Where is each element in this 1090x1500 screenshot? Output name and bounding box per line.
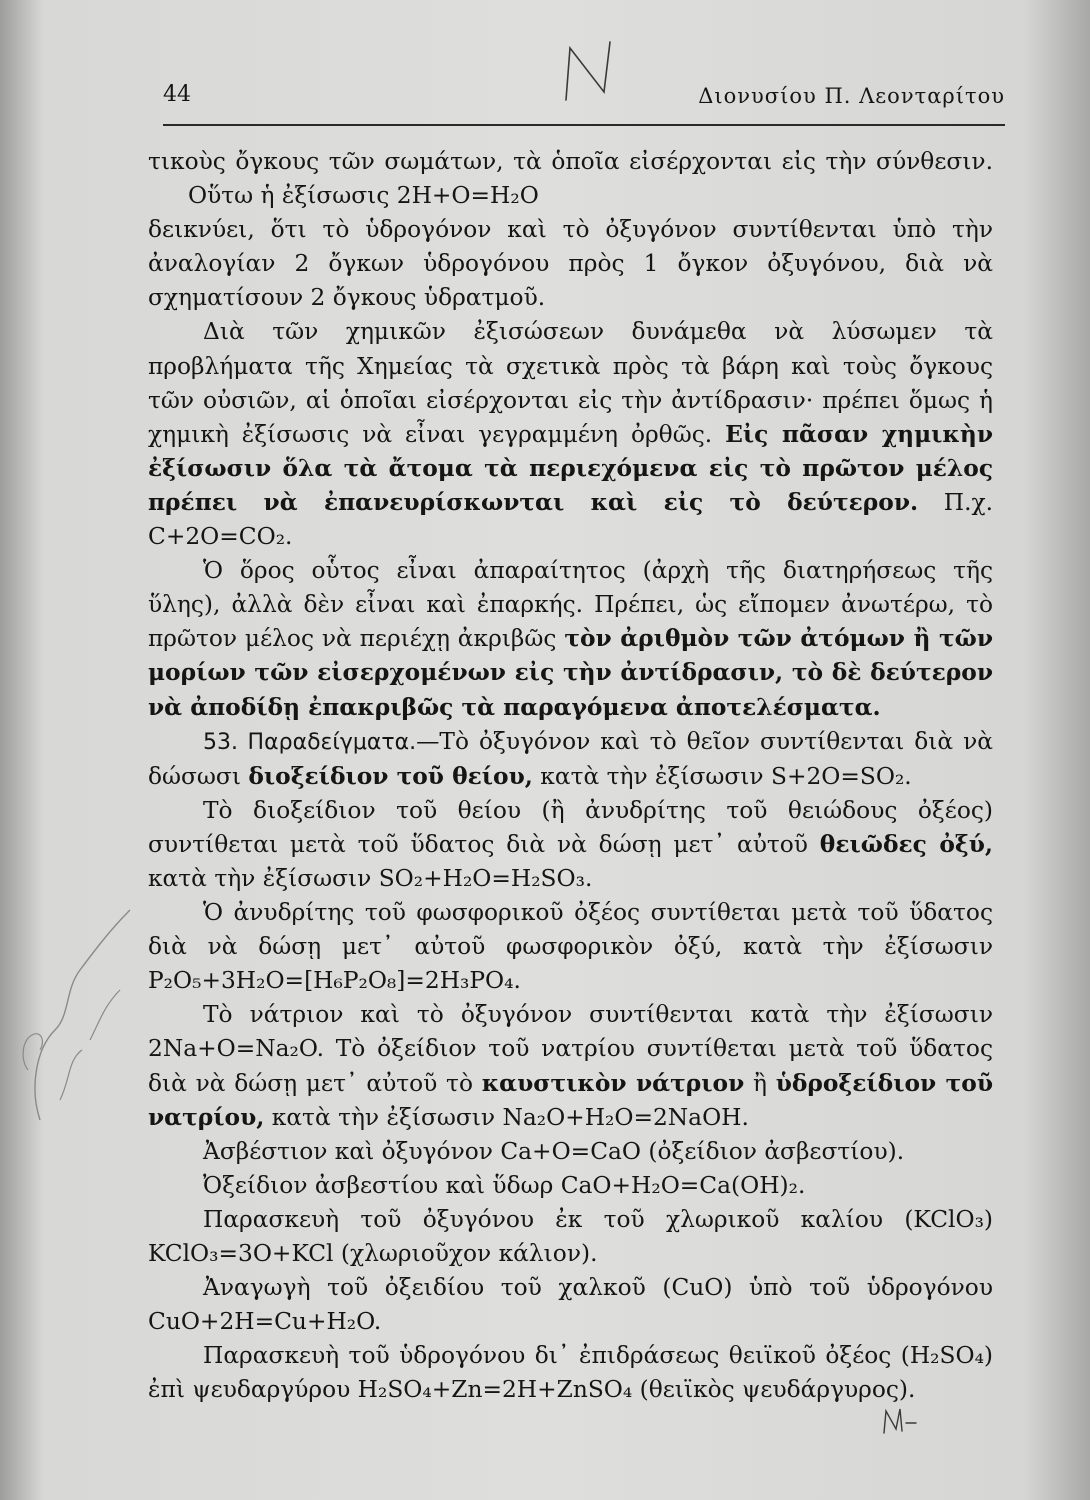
header-rule <box>163 124 1005 126</box>
section-heading: 53. Παραδείγματα. <box>203 729 417 755</box>
equation-text: κατὰ τὴν ἐξίσωσιν SO₂+H₂O=H₂SO₃. <box>148 864 593 892</box>
bold-term: διοξείδιον τοῦ θείου, <box>248 762 533 790</box>
paragraph: δεικνύει, ὅτι τὸ ὑδρογόνον καὶ τὸ ὀξυγόνον συντίθενται ὑπὸ τὴν ἀναλογίαν 2 ὄγκων ὑδρογόνου πρὸς 1 ὄγκον ὀξυγόνου, διὰ νὰ σχηματίσουν 2 ὄγκους ὑδρατμοῦ. <box>148 216 993 312</box>
paragraph: Ἀσβέστιον καὶ ὀξυγόνον Ca+O=CaO (ὀξείδιον ἀσβεστίου). <box>203 1137 905 1165</box>
handwritten-mark <box>880 1405 920 1437</box>
bold-rule-text: τὸν ἀριθμὸν τῶν ἀτόμων ἢ τῶν μορίων τῶν εἰσερχομένων εἰς τὴν ἀντίδρασιν, τὸ δὲ δεύτερον νὰ ἀποδίδῃ ἐπακριβῶς τὰ παραγόμενα ἀποτελέσματα. <box>148 625 994 721</box>
paragraph: Παρασκευὴ τοῦ ὑδρογόνου δι᾽ ἐπιδράσεως θειϊκοῦ ὀξέος (H₂SO₄) ἐπὶ ψευδαργύρου H₂SO₄+Zn=2H+ZnSO₄ (θειϊκὸς ψευδάργυρος). <box>148 1342 993 1404</box>
paragraph: Ὀξείδιον ἀσβεστίου καὶ ὕδωρ CaO+H₂O=Ca(OH)₂. <box>203 1171 806 1199</box>
paragraph-text: Ὁ ὅρος οὗτος εἶναι ἀπαραίτητος (ἀρχὴ τῆς διατηρήσεως τῆς ὕλης), ἀλλὰ δὲν εἶναι καὶ ἐπαρκής. Πρέπει, ὡς εἴπομεν ἀνωτέρω, τὸ πρῶτον μέλος νὰ περιέχῃ ἀκριβῶς <box>148 557 993 653</box>
page-number: 44 <box>163 82 191 107</box>
bold-term: ὑδροξείδιον τοῦ νατρίου, <box>148 1069 993 1131</box>
example-equation: Π.χ. C+2O=CO₂. <box>148 488 993 551</box>
bold-term: καυστικὸν νάτριον <box>481 1069 745 1097</box>
bold-rule-text: Εἰς πᾶσαν χημικὴν ἐξίσωσιν ὅλα τὰ ἄτομα τὰ περιεχόμενα εἰς τὸ πρῶτον μέλος πρέπει νὰ ἐπανευρίσκωνται καὶ εἰς τὸ δεύτερον. <box>148 420 993 516</box>
paragraph <box>148 998 993 1134</box>
paragraph: Ὁ ἀνυδρίτης τοῦ φωσφορικοῦ ὀξέος συντίθεται μετὰ τοῦ ὕδατος διὰ νὰ δώσῃ μετ᾽ αὐτοῦ φωσφορικὸν ὀξύ, κατὰ τὴν ἐξίσωσιν P₂O₅+3H₂O=[H₆P₂O₈]=2H₃PO₄. <box>148 899 993 995</box>
paragraph-text: Τὸ διοξείδιον τοῦ θείου (ἢ ἀνυδρίτης τοῦ θειώδους ὀξέος) συντίθεται μετὰ τοῦ ὕδατος διὰ νὰ δώσῃ μετ᾽ αὐτοῦ <box>148 796 993 858</box>
paragraph: Ἀναγωγὴ τοῦ ὀξειδίου τοῦ χαλκοῦ (CuO) ὑπὸ τοῦ ὑδρογόνου CuO+2H=Cu+H₂O. <box>148 1274 993 1336</box>
paragraph <box>148 554 993 724</box>
paragraph-text: ἢ <box>752 1069 767 1097</box>
paragraph-text: —Τὸ ὀξυγόνον καὶ τὸ θεῖον συντίθενται διὰ νὰ δώσωσι <box>148 727 993 790</box>
paragraph <box>148 315 993 554</box>
bold-term: θειῶδες ὀξύ, <box>819 830 993 858</box>
equation-text: κατὰ τὴν ἐξίσωσιν S+2O=SO₂. <box>540 762 912 790</box>
paragraph: Παρασκευὴ τοῦ ὀξυγόνου ἐκ τοῦ χλωρικοῦ καλίου (KClO₃) KClO₃=3O+KCl (χλωριοῦχον κάλιον). <box>148 1205 993 1267</box>
paragraph-text: Τὸ νάτριον καὶ τὸ ὀξυγόνον συντίθενται κατὰ τὴν ἐξίσωσιν 2Na+O=Na₂O. Τὸ ὀξείδιον τοῦ νατρίου συντίθεται μετὰ τοῦ ὕδατος διὰ νὰ δώσῃ μετ᾽ αὐτοῦ τὸ <box>148 1001 993 1097</box>
paragraph: τικοὺς ὄγκους τῶν σωμάτων, τὰ ὁποῖα εἰσέρχονται εἰς τὴν σύνθεσιν. <box>148 148 993 175</box>
margin-handwriting <box>10 890 160 1130</box>
section-53 <box>148 725 993 794</box>
equation-text: κατὰ τὴν ἐξίσωσιν Na₂O+H₂O=2NaOH. <box>271 1103 749 1131</box>
running-title: Διονυσίου Π. Λεονταρίτου <box>698 84 1005 108</box>
equation-line: Οὕτω ἡ ἐξίσωσις 2H+O=H₂O <box>188 182 539 210</box>
page-body <box>148 145 993 1407</box>
paragraph <box>148 794 993 896</box>
page-header <box>163 82 1005 112</box>
paragraph-text: Διὰ τῶν χημικῶν ἐξισώσεων δυνάμεθα νὰ λύσωμεν τὰ προβλήματα τῆς Χημείας τὰ σχετικὰ πρὸς τὰ βάρη καὶ τοὺς ὄγκους τῶν οὐσιῶν, αἱ ὁποῖαι εἰσέρχονται εἰς τὴν ἀντίδρασιν· πρέπει ὅμως ἡ χημικὴ ἐξίσωσις νὰ εἶναι γεγραμμένη ὀρθῶς. <box>148 318 993 448</box>
